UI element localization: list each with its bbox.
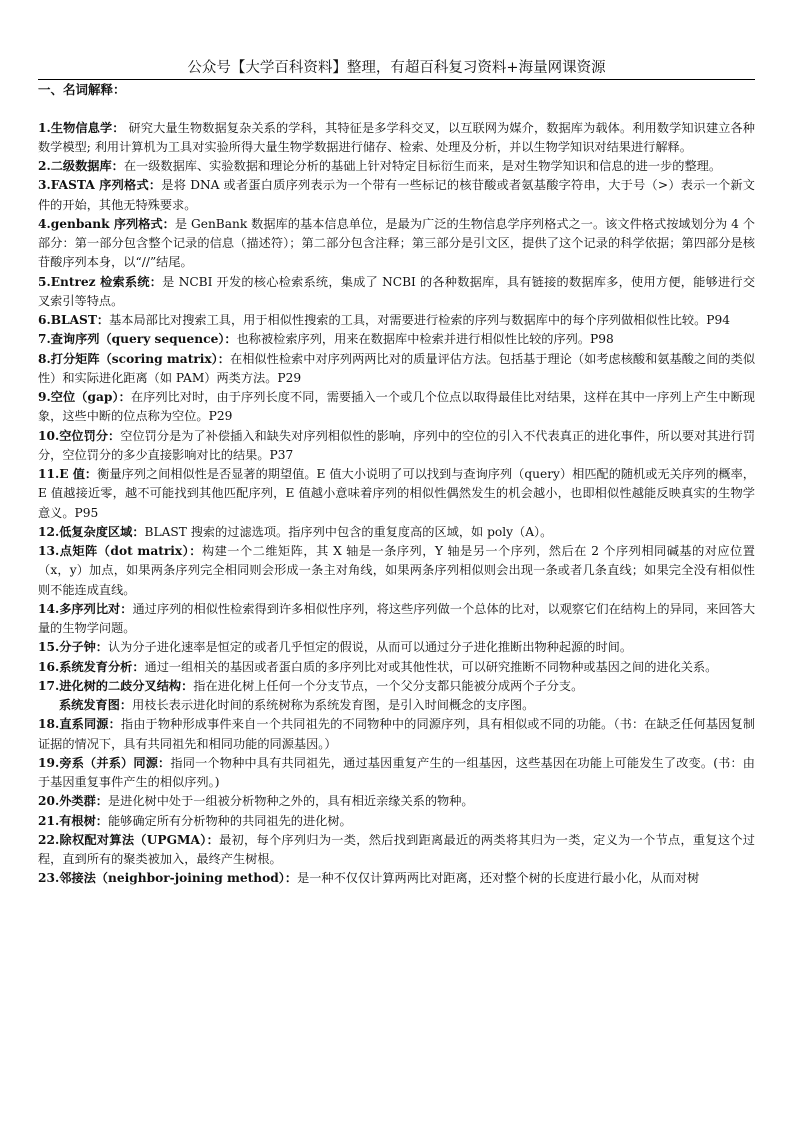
definition-term: 8.打分矩阵（scoring matrix）： (38, 351, 230, 366)
definition-text: 空位罚分是为了补偿插入和缺失对序列相似性的影响，序列中的空位的引入不代表真正的进化事件，所以要对其进行罚分，空位罚分的多少直接影响对比的结果。P37 (38, 428, 756, 462)
definition-text: 指在进化树上任何一个分支节点，一个父分支都只能被分成两个子分支。 (193, 678, 584, 693)
definition-entry (38, 658, 755, 677)
definition-term: 4.genbank 序列格式： (38, 216, 175, 231)
definition-term: 18.直系同源： (38, 717, 121, 732)
definition-text: 用枝长表示进化时间的系统树称为系统发育图，是引入时间概念的支序图。 (132, 698, 535, 712)
definition-entry (38, 677, 755, 696)
definition-term: 2.二级数据库： (38, 159, 124, 173)
definition-entry (38, 831, 755, 870)
definition-term: 9.空位（gap）： (38, 390, 131, 404)
definition-term: 20.外类群： (38, 794, 108, 809)
definition-entry (38, 427, 755, 466)
definition-text: 是进化树中处于一组被分析物种之外的，具有相近亲缘关系的物种。 (107, 794, 474, 809)
definition-term: 16.系统发育分析： (38, 659, 145, 674)
definition-term: 14.多序列比对： (38, 601, 133, 616)
definition-entry (38, 157, 755, 176)
spacer (38, 99, 755, 118)
definition-entry (38, 465, 755, 523)
definition-term: 15.分子钟： (38, 640, 108, 655)
definition-term: 系统发育图： (59, 698, 133, 712)
definition-term: 7.查询序列（query sequence）： (38, 332, 237, 347)
definition-term: 19.旁系（并系）同源： (38, 755, 171, 770)
page-header: 公众号【大学百科资料】整理，有超百科复习资料+海量网课资源 (38, 58, 755, 80)
definition-term: 23.邻接法（neighbor-joining method）： (38, 871, 298, 886)
definition-entry (38, 119, 755, 158)
definition-entry (38, 273, 755, 312)
definition-term: 13.点矩阵（dot matrix）： (38, 544, 202, 558)
definition-text: 也称被检索序列，用来在数据库中检索并进行相似性比较的序列。P98 (236, 332, 614, 347)
definition-entry (38, 176, 755, 215)
definition-text: 认为分子进化速率是恒定的或者几乎恒定的假说，从而可以通过分子进化推断出物种起源的时间。 (107, 640, 633, 655)
definition-text: 指同一个物种中具有共同祖先，通过基因重复产生的一组基因，这些基因在功能上可能发生了改变。(书：由于基因重复事件产生的相似序列。) (38, 755, 755, 789)
definition-entry (38, 330, 755, 349)
definition-entry (38, 600, 755, 639)
definition-entry (38, 311, 755, 330)
definition-entry (38, 215, 755, 273)
definition-term: 1.生物信息学： (38, 120, 125, 135)
definition-term: 3.FASTA 序列格式： (38, 178, 162, 193)
definition-text: 通过序列的相似性检索得到许多相似性序列，将这些序列做一个总体的比对，以观察它们在结构上的异同，来回答大量的生物学问题。 (38, 601, 756, 635)
definition-term: 12.低复杂度区域： (38, 524, 145, 539)
definition-term: 21.有根树： (38, 813, 108, 828)
definition-text: 在一级数据库、实验数据和理论分析的基础上针对特定目标衍生而来，是对生物学知识和信息的进一步的整理。 (123, 159, 722, 173)
definition-text: 在序列比对时，由于序列长度不同，需要插入一个或几个位点以取得最佳比对结果，这样在其中一序列上产生中断现象，这些中断的位点称为空位。P29 (38, 390, 755, 424)
definition-entry (38, 542, 755, 600)
definition-term: 11.E 值： (38, 467, 98, 481)
definition-text: 是 NCBI 开发的核心检索系统，集成了 NCBI 的各种数据库，具有链接的数据库多，使用方便，能够进行交叉索引等特点。 (38, 274, 756, 308)
definition-term: 5.Entrez 检索系统： (38, 274, 163, 289)
definition-text: 构建一个二维矩阵，其 X 轴是一条序列，Y 轴是另一个序列，然后在 2 个序列相同碱基的对应位置（x，y）加点，如果两条序列完全相同则会形成一条主对角线，如果两条序列相似则会出现一条或者几条直线；如果完全没有相似性则不能连成直线。 (38, 544, 755, 597)
definition-text: BLAST 搜索的过滤选项。指序列中包含的重复度高的区域，如 poly（A）。 (144, 524, 553, 539)
definition-entry (38, 350, 755, 389)
definition-entry (38, 715, 755, 754)
definition-text: 研究大量生物数据复杂关系的学科，其特征是多学科交叉，以互联网为媒介，数据库为载体。利用数学知识建立各种数学模型; 利用计算机为工具对实验所得大量生物学数据进行储存、检索、处理及分析，并以生物学知识对结果进行解释。 (38, 120, 755, 154)
document-body (38, 80, 755, 889)
definition-term: 17.进化树的二歧分叉结构： (38, 678, 194, 693)
definition-text: 通过一组相关的基因或者蛋白质的多序列比对或其他性状，可以研究推断不同物种或基因之间的进化关系。 (144, 659, 718, 674)
definition-text: 指由于物种形成事件来自一个共同祖先的不同物种中的同源序列，具有相似或不同的功能。（书：在缺乏任何基因复制证据的情况下，具有共同祖先和相同功能的同源基因。） (38, 717, 756, 751)
definition-entry (38, 812, 755, 831)
definition-entry (38, 388, 755, 427)
definition-entry (38, 869, 755, 888)
definition-entry (38, 696, 755, 715)
definition-text: 是将 DNA 或者蛋白质序列表示为一个带有一些标记的核苷酸或者氨基酸字符串，大于号（>）表示一个新文件的开始，其他无特殊要求。 (38, 178, 755, 212)
definition-term: 10.空位罚分： (38, 428, 121, 443)
definition-term: 22.除权配对算法（UPGMA）： (38, 832, 220, 847)
definition-entry (38, 754, 755, 793)
definition-text: 是一种不仅仅计算两两比对距离，还对整个树的长度进行最小化，从而对树 (297, 871, 700, 886)
definition-text: 在相似性检索中对序列两两比对的质量评估方法。包括基于理论（如考虑核酸和氨基酸之间的类似性）和实际进化距离（如 PAM）两类方法。P29 (38, 351, 756, 385)
definition-text: 衡量序列之间相似性是否显著的期望值。E 值大小说明了可以找到与查询序列（query）相匹配的随机或无关序列的概率，E 值越接近零，越不可能找到其他匹配序列，E 值越小意味着序列的相似性偶然发生的机会越小，也即相似性越能反映真实的生物学意义。P95 (38, 467, 755, 520)
definition-list (38, 119, 755, 889)
definition-text: 是 GenBank 数据库的基本信息单位，是最为广泛的生物信息学序列格式之一。该文件格式按域划分为 4 个部分：第一部分包含整个记录的信息（描述符）；第二部分包含注释；第三部分是引文区，提供了这个记录的科学依据；第四部分是核苷酸序列本身，以“//”结尾。 (38, 216, 755, 270)
definition-text: 基本局部比对搜索工具，用于相似性搜索的工具，对需要进行检索的序列与数据库中的每个序列做相似性比较。P94 (109, 313, 731, 327)
definition-term: 6.BLAST： (38, 313, 110, 327)
definition-entry (38, 792, 755, 811)
definition-text: 最初，每个序列归为一类，然后找到距离最近的两类将其归为一类，定义为一个节点，重复这个过程，直到所有的聚类被加入，最终产生树根。 (38, 832, 755, 866)
definition-text: 能够确定所有分析物种的共同祖先的进化树。 (107, 813, 352, 828)
definition-entry (38, 523, 755, 542)
section-title: 一、名词解释： (38, 82, 126, 97)
definition-entry (38, 638, 755, 657)
